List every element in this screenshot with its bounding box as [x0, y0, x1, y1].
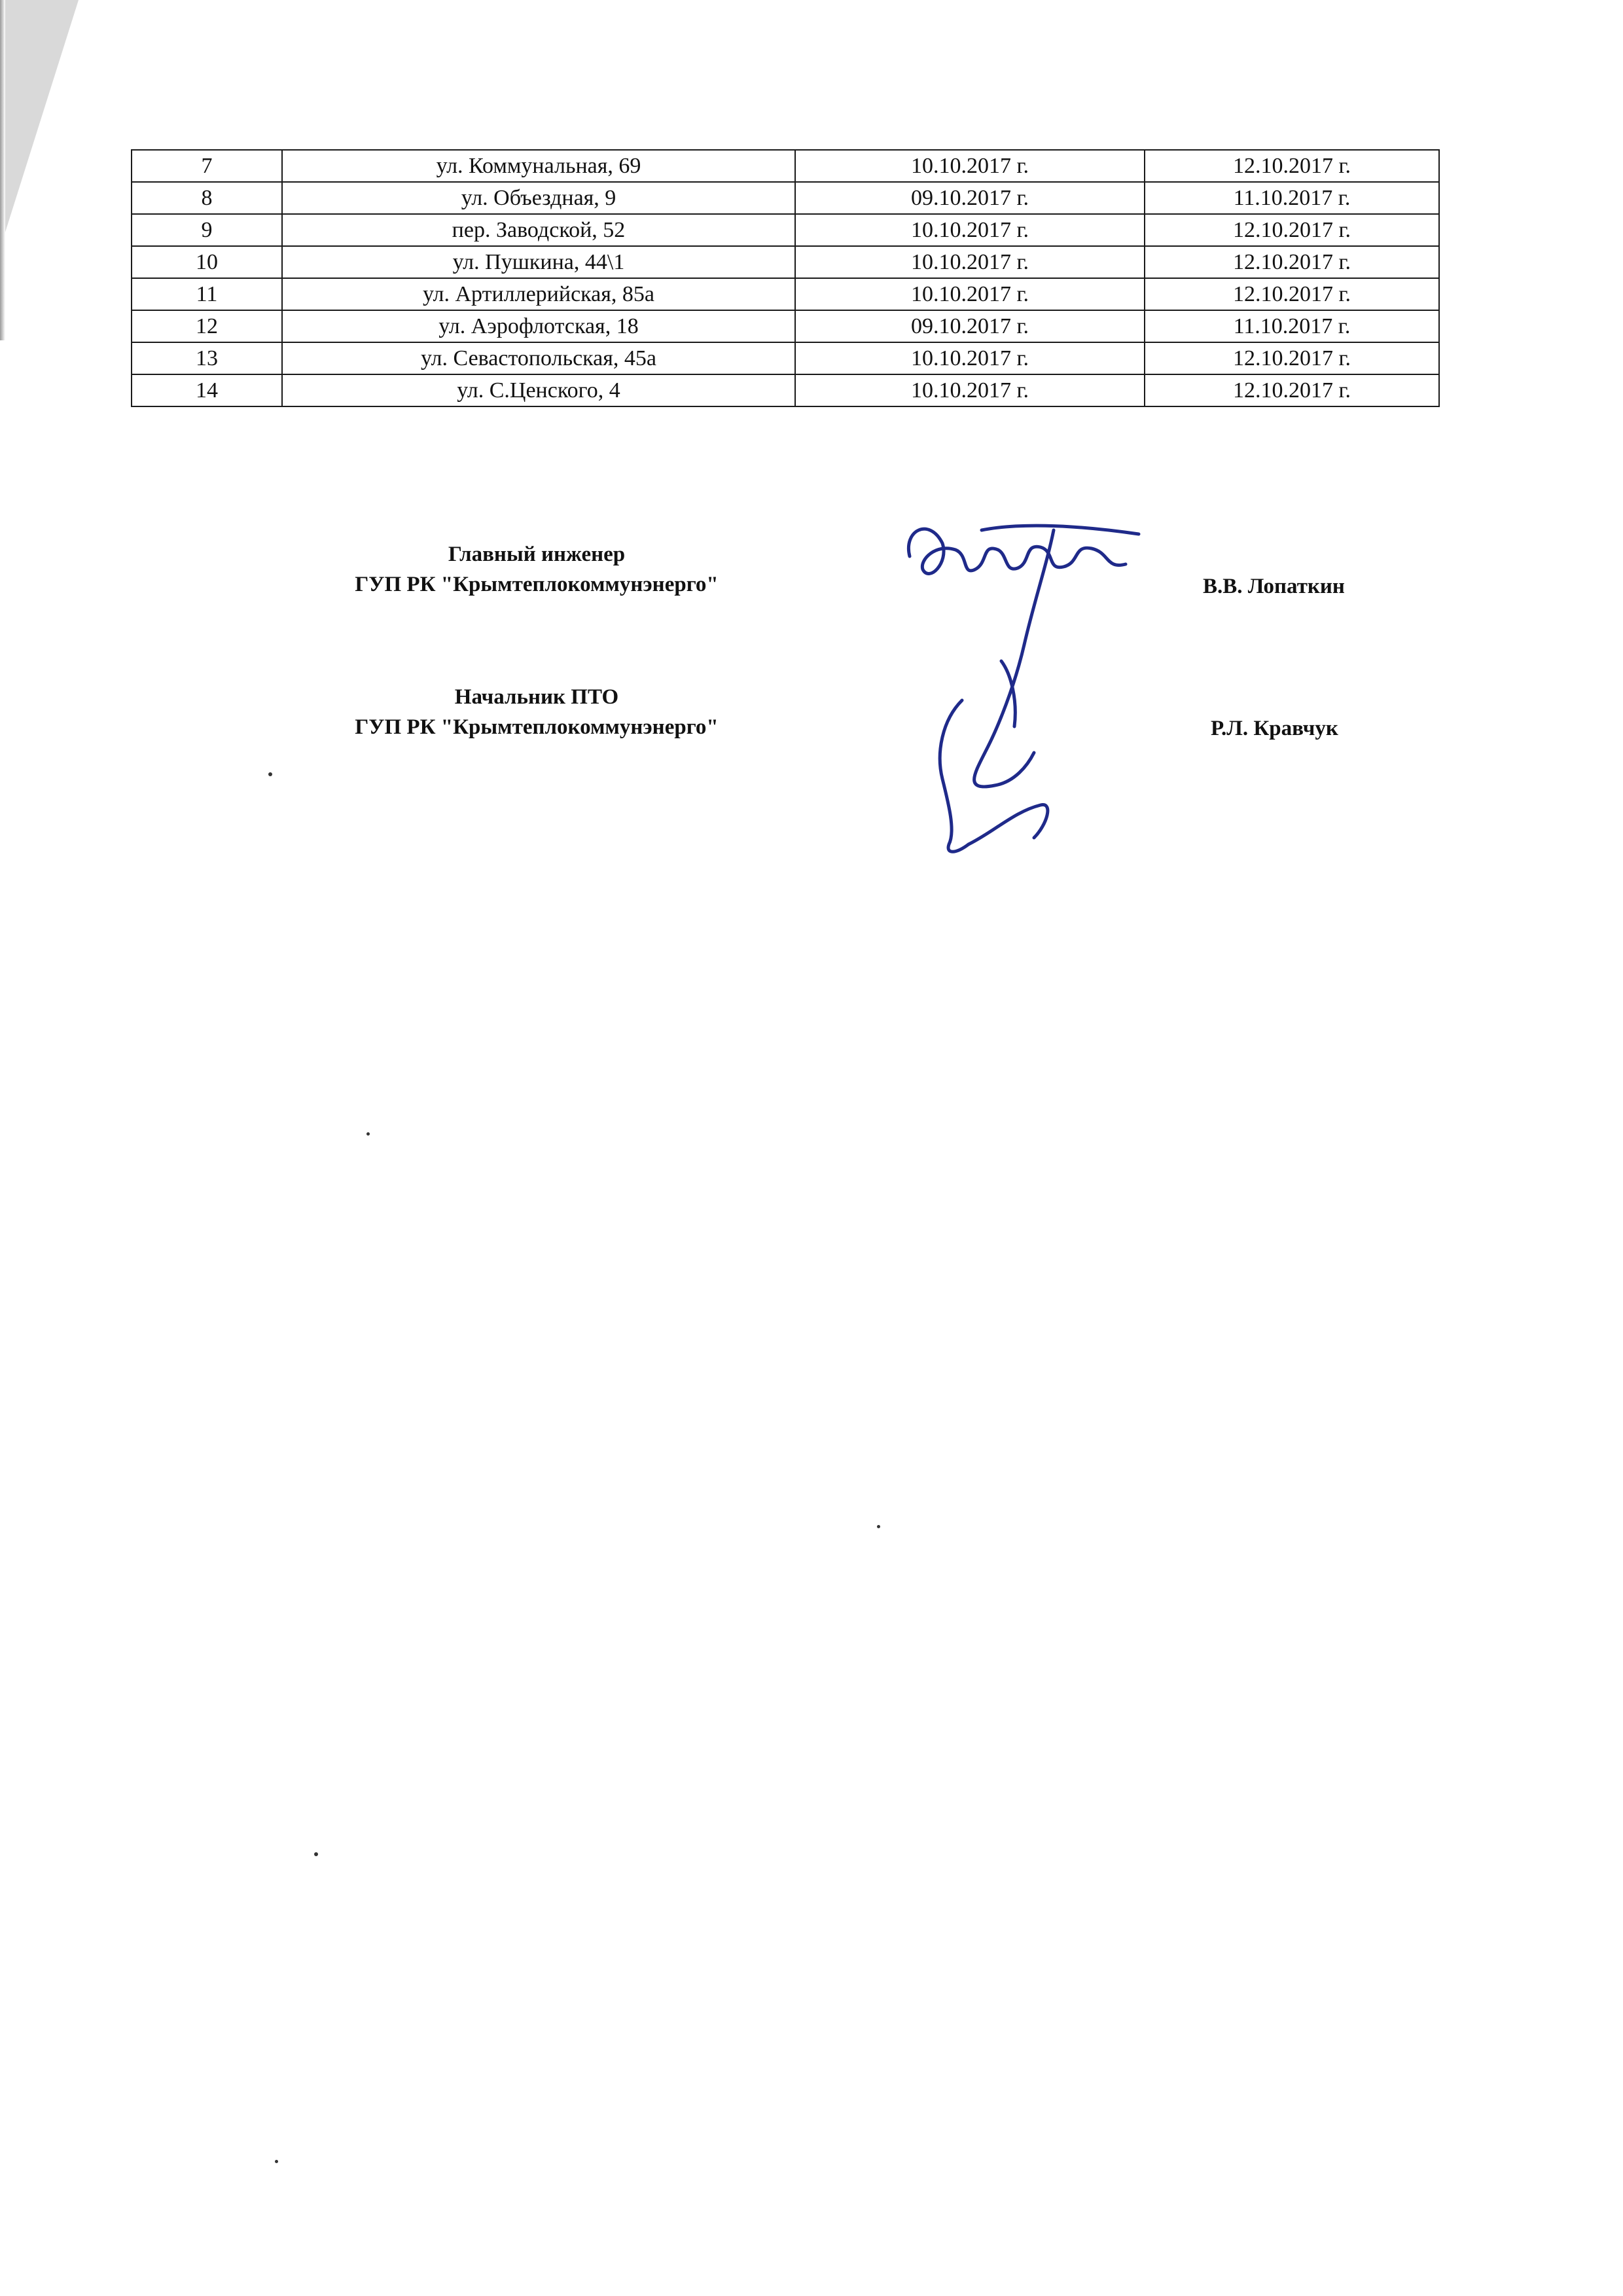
chief-engineer-organization: ГУП РК "Крымтеплокоммунэнерго"	[355, 573, 719, 596]
row-number: 9	[132, 214, 282, 246]
table-row	[132, 214, 1439, 246]
chief-engineer-name: В.В. Лопаткин	[1203, 575, 1345, 598]
scan-speck	[268, 772, 272, 776]
row-start-date: 10.10.2017 г.	[795, 374, 1145, 406]
pto-head-name: Р.Л. Кравчук	[1211, 717, 1338, 740]
handwritten-signature	[883, 504, 1171, 870]
row-address: ул. Пушкина, 44\1	[282, 246, 795, 278]
schedule-table	[131, 149, 1440, 407]
row-start-date: 10.10.2017 г.	[795, 342, 1145, 374]
row-end-date: 12.10.2017 г.	[1145, 150, 1439, 182]
page-fold-shadow	[0, 0, 79, 249]
row-end-date: 12.10.2017 г.	[1145, 342, 1439, 374]
row-start-date: 09.10.2017 г.	[795, 310, 1145, 342]
scan-speck	[877, 1525, 880, 1528]
row-number: 7	[132, 150, 282, 182]
row-address: пер. Заводской, 52	[282, 214, 795, 246]
row-number: 10	[132, 246, 282, 278]
pto-head-position: Начальник ПТО	[454, 685, 619, 709]
scan-speck	[366, 1132, 370, 1136]
row-number: 12	[132, 310, 282, 342]
table-row	[132, 182, 1439, 214]
chief-engineer-title	[301, 539, 772, 600]
row-address: ул. Объездная, 9	[282, 182, 795, 214]
table-row	[132, 374, 1439, 406]
row-end-date: 12.10.2017 г.	[1145, 374, 1439, 406]
row-start-date: 10.10.2017 г.	[795, 246, 1145, 278]
row-address: ул. Коммунальная, 69	[282, 150, 795, 182]
table-row	[132, 278, 1439, 310]
row-start-date: 10.10.2017 г.	[795, 214, 1145, 246]
row-end-date: 11.10.2017 г.	[1145, 182, 1439, 214]
chief-engineer-position: Главный инженер	[448, 543, 626, 566]
scan-speck	[314, 1852, 318, 1856]
row-start-date: 10.10.2017 г.	[795, 278, 1145, 310]
row-start-date: 09.10.2017 г.	[795, 182, 1145, 214]
row-address: ул. С.Ценского, 4	[282, 374, 795, 406]
table-row	[132, 342, 1439, 374]
table-row	[132, 150, 1439, 182]
row-end-date: 11.10.2017 г.	[1145, 310, 1439, 342]
row-number: 8	[132, 182, 282, 214]
row-end-date: 12.10.2017 г.	[1145, 214, 1439, 246]
pto-head-organization: ГУП РК "Крымтеплокоммунэнерго"	[355, 715, 719, 739]
scan-speck	[275, 2160, 278, 2163]
row-address: ул. Артиллерийская, 85а	[282, 278, 795, 310]
row-number: 14	[132, 374, 282, 406]
row-end-date: 12.10.2017 г.	[1145, 278, 1439, 310]
pto-head-title	[301, 682, 772, 742]
row-end-date: 12.10.2017 г.	[1145, 246, 1439, 278]
row-number: 11	[132, 278, 282, 310]
row-address: ул. Севастопольская, 45а	[282, 342, 795, 374]
row-address: ул. Аэрофлотская, 18	[282, 310, 795, 342]
row-number: 13	[132, 342, 282, 374]
row-start-date: 10.10.2017 г.	[795, 150, 1145, 182]
table-row	[132, 310, 1439, 342]
table-row	[132, 246, 1439, 278]
page-edge-shadow	[0, 0, 5, 340]
